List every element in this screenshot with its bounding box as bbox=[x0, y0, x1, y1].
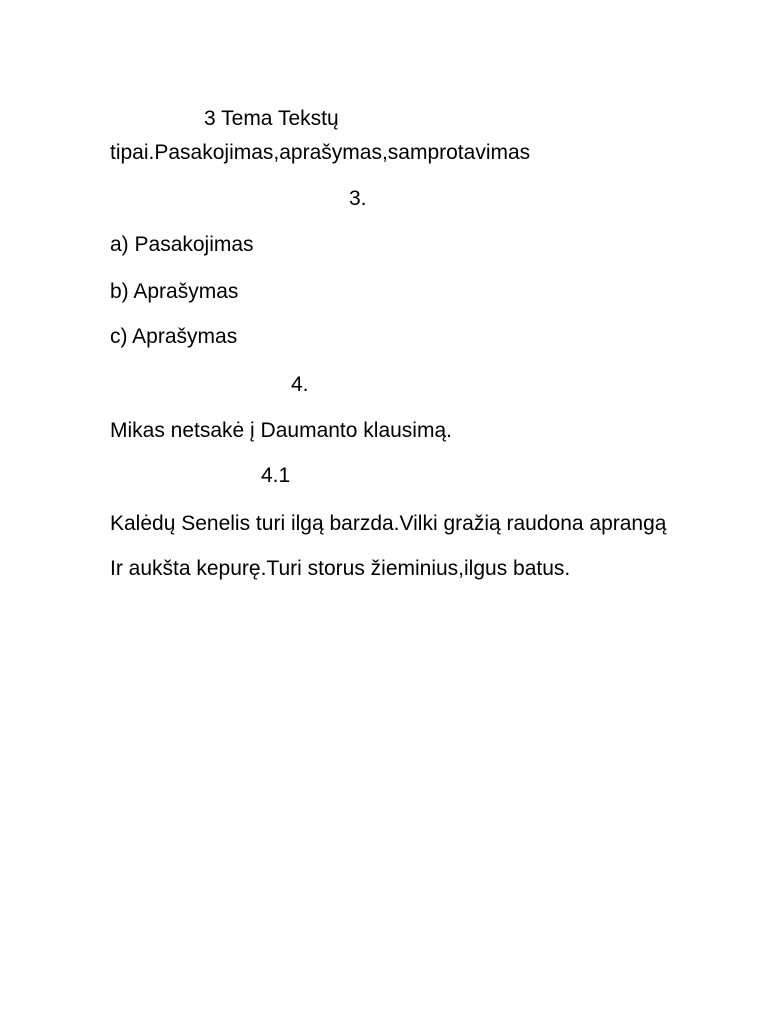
title-line-1: 3 Tema Tekstų bbox=[204, 107, 339, 130]
section-4-heading: 4. bbox=[291, 373, 309, 396]
section-3-heading: 3. bbox=[349, 187, 367, 210]
section-4-1-sentence-line-2: Ir aukšta kepurę.Turi storus žieminius,ilgus batus. bbox=[110, 557, 571, 580]
section-4-1-heading: 4.1 bbox=[261, 464, 291, 487]
section-4-1-sentence-line-1: Kalėdų Senelis turi ilgą barzda.Vilki gražią raudona aprangą bbox=[110, 512, 667, 535]
answer-b: b) Aprašymas bbox=[110, 280, 239, 303]
answer-a: a) Pasakojimas bbox=[110, 233, 254, 256]
answer-c: c) Aprašymas bbox=[110, 325, 238, 348]
title-line-2: tipai.Pasakojimas,aprašymas,samprotavimas bbox=[110, 141, 531, 164]
section-4-sentence: Mikas netsakė į Daumanto klausimą. bbox=[110, 419, 452, 442]
